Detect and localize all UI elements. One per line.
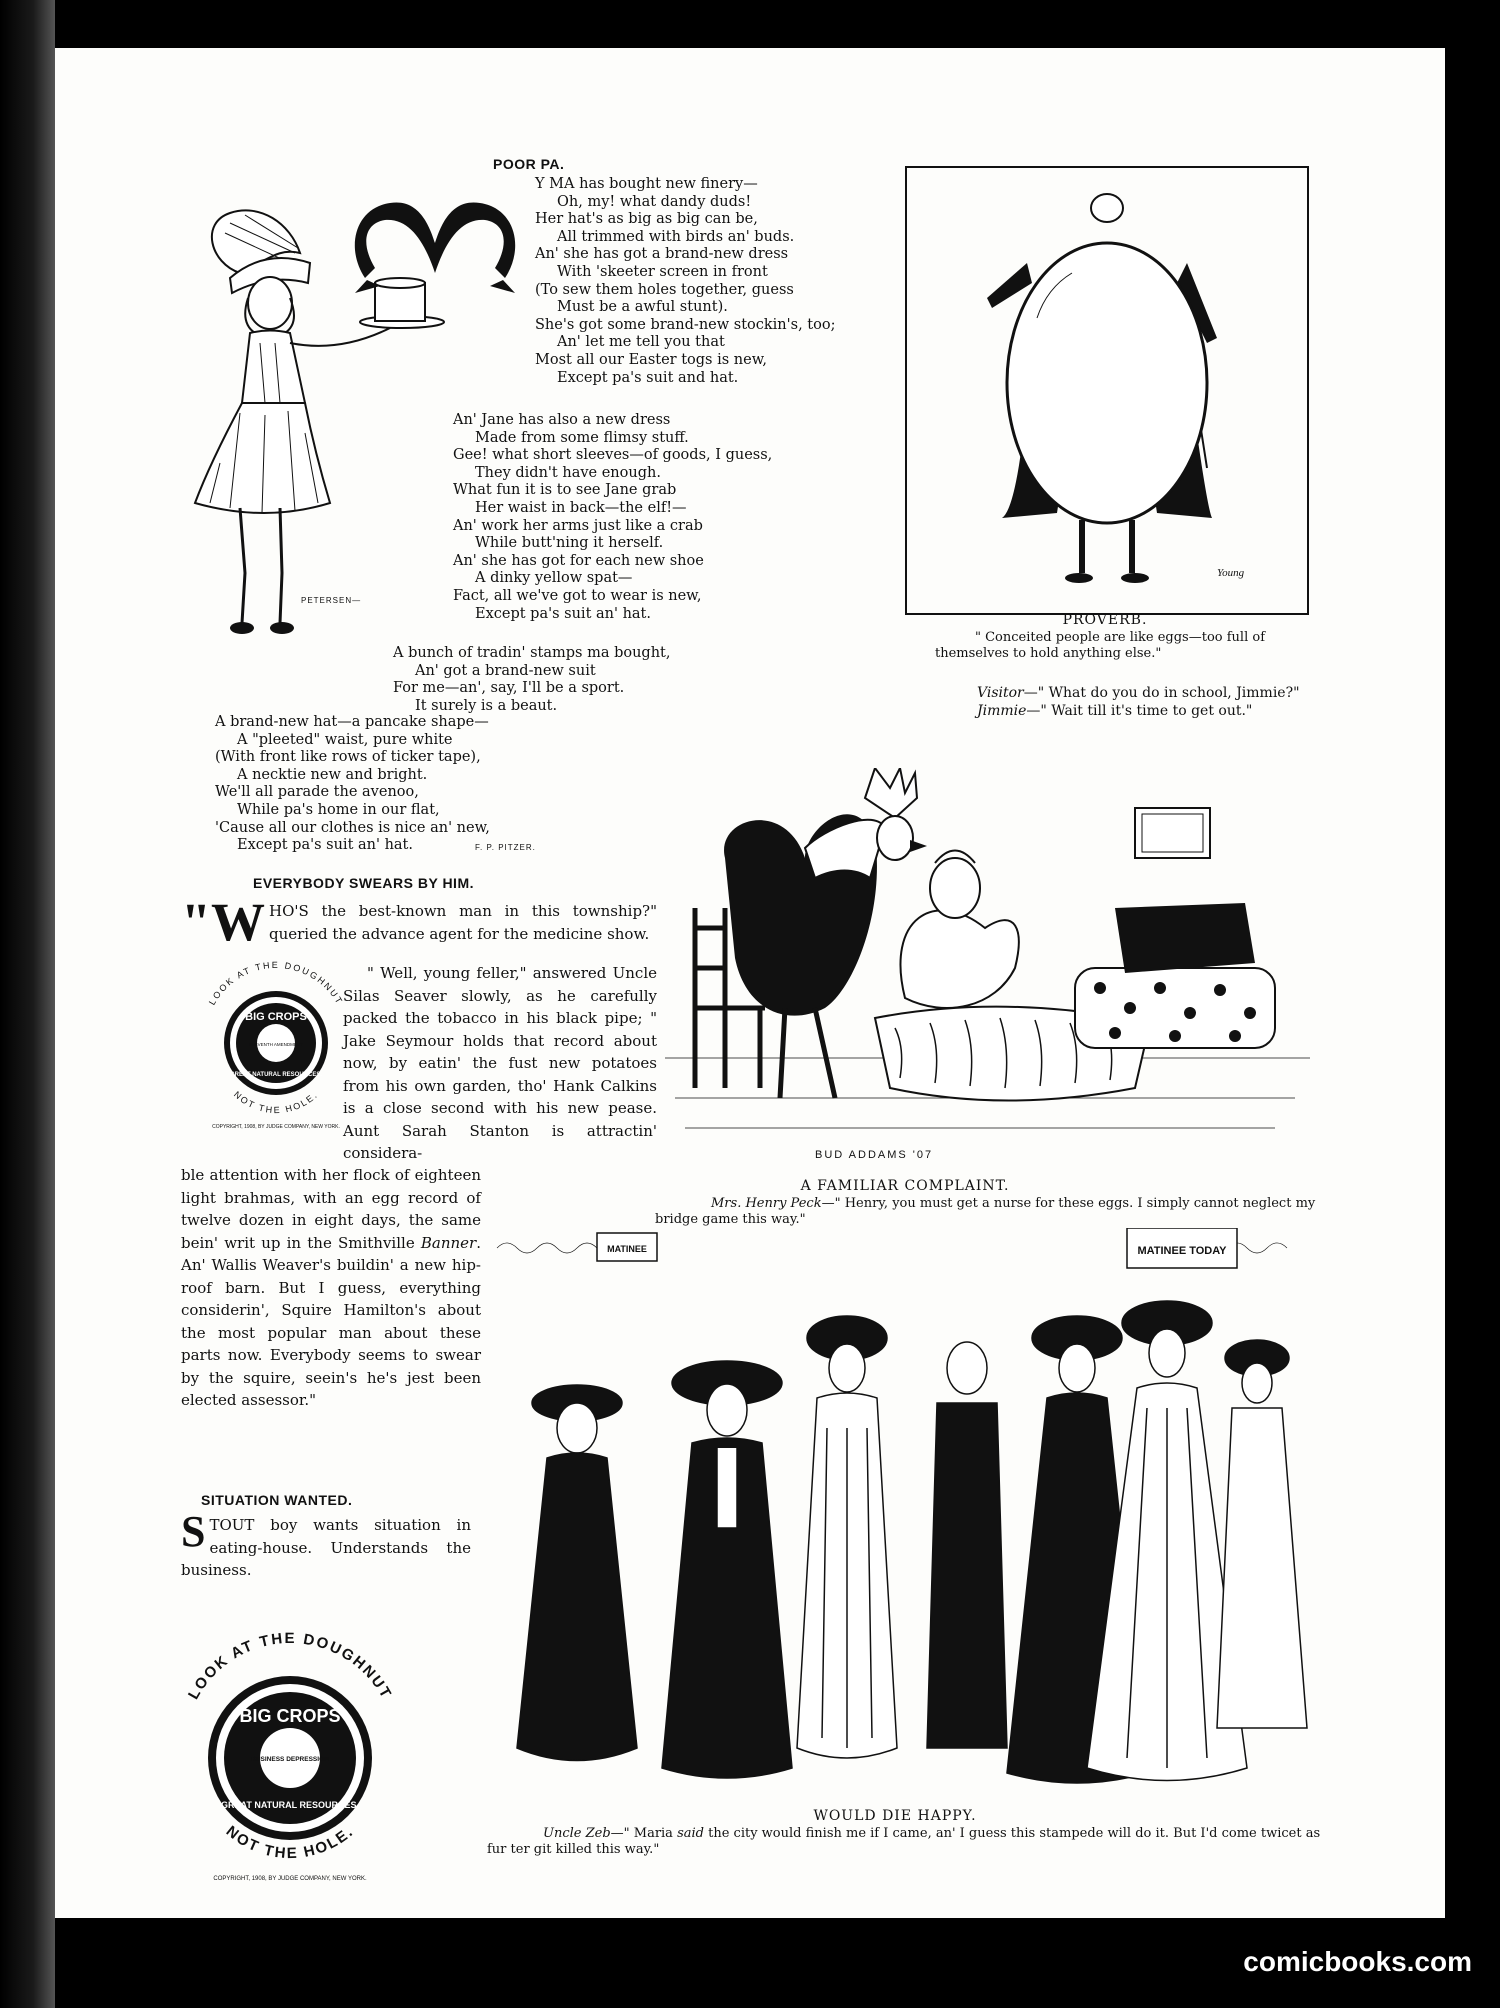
proverb-title: PROVERB. [1062,612,1148,628]
big-crops-seal-large [165,1618,415,1888]
sign-matinee: MATINEE [607,1244,647,1254]
poem-line: Except pa's suit an' hat. [237,837,413,854]
seal-hole-text: ELEVENTH AMENDMENT [249,1042,303,1047]
seal-top-text: LOOK AT THE DOUGHNUT [184,1629,396,1703]
seal-ring-text: GREAT NATURAL RESOURCES. [229,1072,323,1078]
artist-signature: Young [1217,567,1245,579]
situation-text [181,1507,471,1582]
poem-line: A brand-new hat—a pancake shape— [215,714,489,730]
poem-line: An' she has got for each new shoe [453,552,704,569]
page-gutter-shadow [0,0,55,2008]
poem-line: (With front like rows of ticker tape), [215,749,481,766]
poem-line: Except pa's suit and hat. [557,369,739,386]
poem-stanza-2 [453,412,793,623]
seal-copyright: COPYRIGHT, 1908, BY JUDGE COMPANY, NEW YORK. [212,1124,340,1130]
poem-line: What fun it is to see Jane grab [453,482,677,499]
poem-line: It surely is a beaut. [415,697,558,714]
poem-line: All trimmed with birds an' buds. [557,228,795,245]
sign-matinee-today: MATINEE TODAY [1137,1245,1227,1257]
seal-ring-text: GREAT NATURAL RESOURCES. [220,1800,360,1810]
roosters-nest-illustration [655,768,1320,1168]
dialogue: —" Wait till it's time to get out." [1026,703,1253,719]
poem-stanza-3 [393,645,693,715]
proverb-text: " Conceited people are like eggs—too full of themselves to hold anything else." [935,630,1266,661]
poem-line: An' Jane has also a new dress [453,412,671,428]
everybody-title: EVERYBODY SWEARS BY HIM. [253,875,475,891]
poem-line: Most all our Easter togs is new, [535,351,768,368]
poem-line: For me—an', say, I'll be a sport. [393,680,625,697]
seal-bottom-text: NOT THE HOLE. [222,1822,358,1863]
dropcap: "W [181,892,265,952]
poem-line: Her waist in back—the elf!— [475,499,687,516]
speaker-name: Visitor [977,685,1024,701]
everybody-paragraph-2b [181,1164,481,1412]
dialogue: —" Henry, you must get a nurse for these eggs. I simply cannot neglect my bridge game this way." [655,1196,1316,1227]
dropcap: S [181,1507,206,1556]
site-watermark: comicbooks.com [1243,1946,1472,1977]
poem-stanza-1 [535,176,865,387]
poem-stanza-4 [215,714,555,855]
seal-big-crops: BIG CROPS [239,1706,341,1726]
proverb-cartoon-frame [905,166,1309,615]
poem-line: Except pa's suit an' hat. [475,605,651,622]
speaker-name: Jimmie [977,703,1027,719]
poem-line: A dinky yellow spat— [475,570,633,587]
poem-line: Y MA has bought new finery— [535,176,758,192]
seal-bottom-text: NOT THE HOLE. [231,1089,321,1116]
dialogue: —" What do you do in school, Jimmie?" [1023,685,1300,701]
poem-line: Must be a awful stunt). [557,299,728,316]
paragraph-text: TOUT boy wants situation in eating-house. Understands the business. [181,1516,471,1579]
poem-title: POOR PA. [493,156,565,172]
would-die-caption [487,1826,1327,1858]
everybody-paragraph-2a: " Well, young feller," answered Uncle Silas Seaver slowly, as he carefully packed the tobacco in his black pipe; " Jake Seymour holds that record about now, by eatin' the fust new potatoes from his own garden, tho' Hank Calkins is a close second with his new pease. Aunt Sarah Stanton is attractin' considera- [343,964,657,1162]
poem-author: F. P. PITZER. [475,843,536,852]
poem-line: While butt'ning it herself. [475,535,664,552]
situation-title: SITUATION WANTED. [201,1492,353,1508]
illustrator-signature: PETERSEN— [301,596,362,605]
seal-big-crops: BIG CROPS [245,1011,307,1023]
poem-line: An' let me tell you that [557,334,725,351]
poem-line: They didn't have enough. [475,464,661,481]
poem-line: With 'skeeter screen in front [557,263,768,280]
newspaper-name: Banner [420,1233,477,1252]
paragraph-text: ble attention with her flock of eighteen light brahmas, with an egg record of twelve dozen in eight days, the same bein' writ up in the Smithville [181,1166,481,1252]
magazine-page [55,48,1445,1918]
seal-top-text: LOOK AT THE DOUGHNUT [206,959,346,1007]
poem-line: Gee! what short sleeves—of goods, I guess, [453,447,773,464]
poem-line: Her hat's as big as big can be, [535,211,758,228]
poem-line: Oh, my! what dandy duds! [557,193,752,210]
poem-line: While pa's home in our flat, [237,801,440,818]
familiar-title: A FAMILIAR COMPLAINT. [800,1178,1010,1194]
poem-line: We'll all parade the avenoo, [215,784,419,801]
poem-line: A necktie new and bright. [237,766,428,783]
school-joke-line-1 [977,684,1357,702]
familiar-caption [655,1196,1335,1228]
paragraph-text: HO'S the best-known man in this township?" queried the advance agent for the medicine show. [268,902,657,943]
poem-line: (To sew them holes together, guess [535,281,794,298]
crowd-of-women-illustration [487,1228,1317,1803]
school-joke-line-2 [977,702,1357,720]
poem-line: Made from some flimsy stuff. [475,429,689,446]
poem-line: Fact, all we've got to wear is new, [453,587,702,604]
poem-line: An' she has got a brand-new dress [535,246,789,263]
school-joke [977,684,1357,720]
paragraph-text: . An' Wallis Weaver's buildin' a new hip-roof barn. But I guess, everything considerin', Squire Hamilton's about the most popular man about these parts now. Everybody seems to swear by the squire, seein's he's jest been elected assessor." [181,1233,481,1409]
poem-line: A bunch of tradin' stamps ma bought, [393,645,671,661]
egg-man-illustration [907,168,1307,613]
everybody-paragraph-1 [181,892,657,952]
poem-line: She's got some brand-new stockin's, too; [535,316,836,333]
would-die-title: WOULD DIE HAPPY. [813,1808,977,1824]
speaker-name: Uncle Zeb [543,1826,611,1841]
poem-line: 'Cause all our clothes is nice an' new, [215,819,490,836]
seal-copyright: COPYRIGHT, 1908, BY JUDGE COMPANY, NEW YORK. [213,1876,367,1882]
poem-line: An' work her arms just like a crab [453,517,703,534]
poem-line: A "pleeted" waist, pure white [237,731,453,748]
dialogue: —" Maria [610,1826,678,1841]
poem-line: An' got a brand-new suit [415,662,596,679]
emphasis: said [677,1826,704,1841]
dialogue: the city would finish me if I came, an' I guess this stampede will do it. But I'd come twicet as fur ter git killed this way." [487,1826,1321,1857]
seal-hole-text: BUSINESS DEPRESSION [251,1756,329,1763]
artist-signature: BUD ADDAMS '07 [815,1149,934,1161]
ornamental-initial [345,188,525,298]
speaker-name: Mrs. Henry Peck [711,1196,822,1211]
